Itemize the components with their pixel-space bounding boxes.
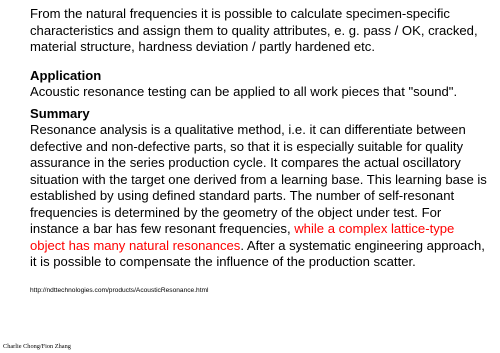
slide-body — [30, 6, 492, 276]
summary-heading: Summary — [30, 105, 90, 121]
application-heading: Application — [30, 67, 102, 83]
summary-section — [30, 106, 492, 271]
footer-author: Charlie Chong/Fion Zhang — [3, 343, 71, 350]
summary-highlight-text: while a complex lattice-type object has many natural resonances — [30, 221, 455, 253]
application-section — [30, 68, 492, 101]
source-url: http://ndttechnologies.com/products/AcousticResonance.html — [30, 287, 209, 294]
summary-text — [30, 122, 492, 271]
summary-text-part-2: . After a systematic engineering approach, it is possible to compensate the influence of the production scatter. — [30, 237, 485, 269]
intro-paragraph: From the natural frequencies it is possible to calculate specimen-specific characteristics and assign them to quality attributes, e. g. pass / OK, cracked, material structure, hardness deviation / partly hardened etc. — [30, 6, 478, 54]
application-text: Acoustic resonance testing can be applied to all work pieces that "sound". — [30, 84, 458, 99]
summary-text-part-1: Resonance analysis is a qualitative method, i.e. it can differentiate between defective and non-defective parts, so that it is especially suitable for quality assurance in the series production cycle. It compares the actual oscillatory situation with the target one derived from a learning base. This learning base is established by using defined standard parts. The number of self-resonant frequencies is determined by the geometry of the object under test. For instance a bar has few resonant frequencies, — [30, 122, 487, 236]
